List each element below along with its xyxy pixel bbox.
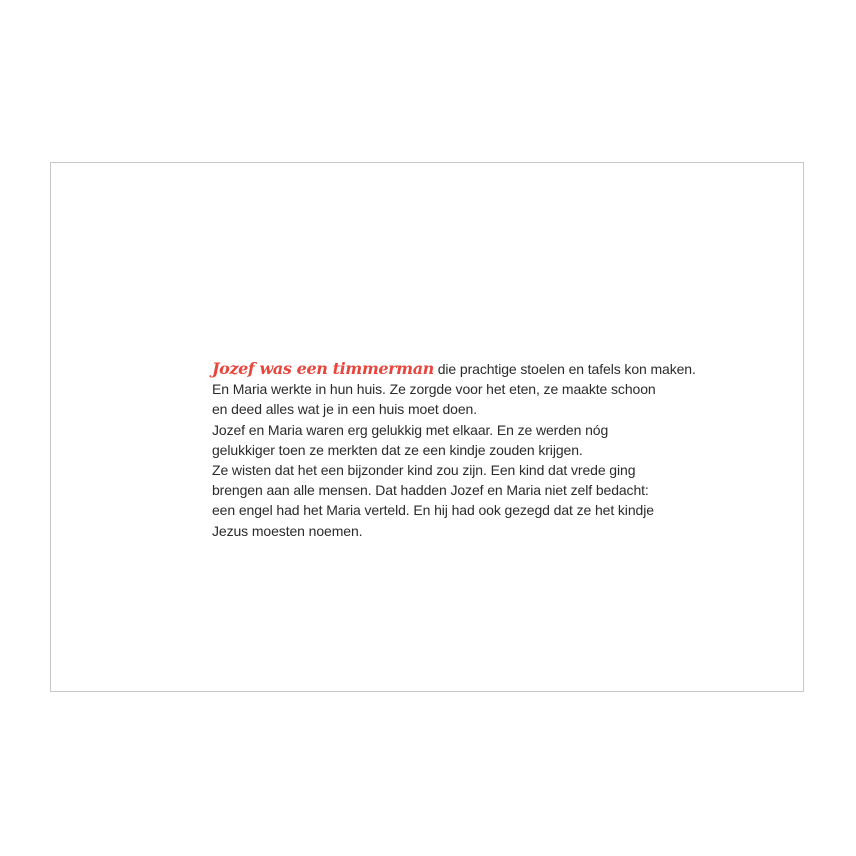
story-line: Jozef en Maria waren erg gelukkig met elkaar. En ze werden nóg <box>212 421 609 438</box>
story-line-1 <box>212 359 696 379</box>
story-line: een engel had het Maria verteld. En hij had ook gezegd dat ze het kindje <box>212 502 654 519</box>
story-line: En Maria werkte in hun huis. Ze zorgde voor het eten, ze maakte schoon <box>212 381 656 398</box>
story-line: Ze wisten dat het een bijzonder kind zou zijn. Een kind dat vrede ging <box>212 462 636 479</box>
story-line: brengen aan alle mensen. Dat hadden Jozef en Maria niet zelf bedacht: <box>212 482 649 499</box>
story-heading: Jozef was een timmerman <box>212 359 434 378</box>
story-text <box>212 359 696 541</box>
story-first-line-rest: die prachtige stoelen en tafels kon maken. <box>433 361 696 377</box>
story-line: Jezus moesten noemen. <box>212 522 363 539</box>
story-line: en deed alles wat je in een huis moet doen. <box>212 401 477 418</box>
story-line: gelukkiger toen ze merkten dat ze een kindje zouden krijgen. <box>212 441 583 458</box>
